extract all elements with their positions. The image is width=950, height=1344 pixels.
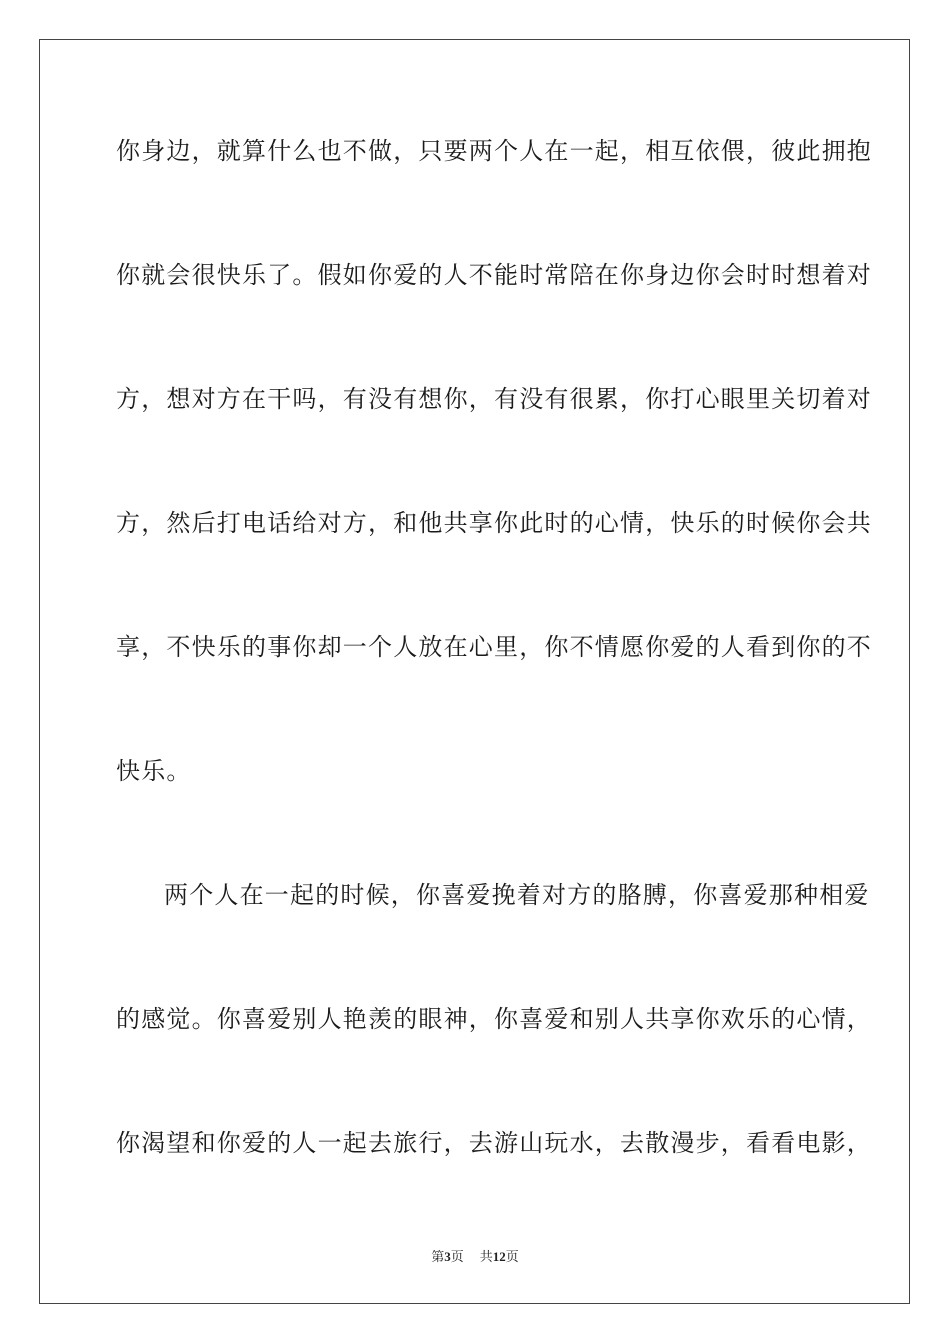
page-border (39, 39, 910, 1304)
page-current: 3 (444, 1249, 451, 1264)
text-line: 方，想对方在干吗，有没有想你，有没有很累，你打心眼里关切着对 (116, 385, 872, 413)
page-prefix: 第 (431, 1250, 445, 1265)
text-line: 方，然后打电话给对方，和他共享你此时的心情，快乐的时候你会共 (116, 509, 872, 537)
page-footer (0, 1248, 950, 1267)
text-line: 的感觉。你喜爱别人艳羡的眼神，你喜爱和别人共享你欢乐的心情， (116, 1005, 872, 1033)
text-line: 快乐。 (116, 757, 192, 785)
text-line: 你就会很快乐了。假如你爱的人不能时常陪在你身边你会时时想着对 (116, 261, 872, 289)
total-unit: 页 (505, 1250, 519, 1265)
page-unit: 页 (450, 1250, 464, 1265)
total-prefix: 共 (479, 1250, 493, 1265)
text-line: 你身边，就算什么也不做，只要两个人在一起，相互依偎，彼此拥抱 (116, 137, 872, 165)
text-line: 你渴望和你爱的人一起去旅行，去游山玩水，去散漫步，看看电影， (116, 1129, 872, 1157)
text-line: 享，不快乐的事你却一个人放在心里，你不情愿你爱的人看到你的不 (116, 633, 872, 661)
text-line: 两个人在一起的时候，你喜爱挽着对方的胳膊，你喜爱那种相爱 (164, 881, 870, 909)
page-total: 12 (492, 1249, 506, 1264)
